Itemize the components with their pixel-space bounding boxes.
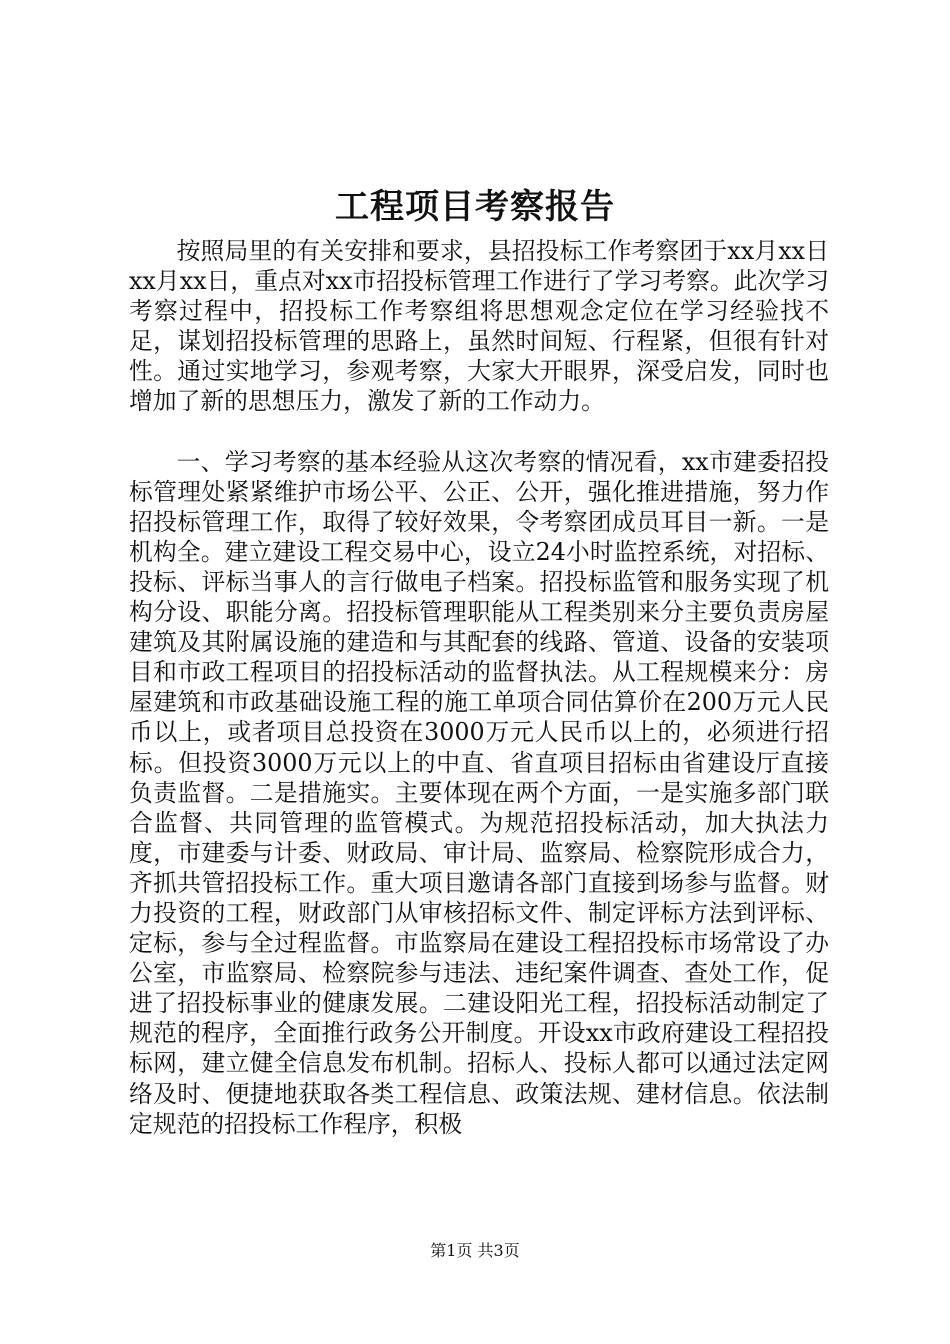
paragraph-section-one: 一、学习考察的基本经验从这次考察的情况看，xx市建委招投标管理处紧紧维护市场公平、公正、公开，强化推进措施，努力作招投标管理工作，取得了较好效果，令考察团成员耳目一新。一是机构全。建立建设工程交易中心，设立24小时监控系统，对招标、投标、评标当事人的言行做电子档案。招投标监管和服务实现了机构分设、职能分离。招投标管理职能从工程类别来分主要负责房屋建筑及其附属设施的建造和与其配套的线路、管道、设备的安装项目和市政工程项目的招投标活动的监督执法。从工程规模来分：房屋建筑和市政基础设施工程的施工单项合同估算价在200万元人民币以上，或者项目总投资在3000万元人民币以上的，必须进行招标。但投资3000万元以上的中直、省直项目招标由省建设厅直接负责监督。二是措施实。主要体现在两个方面，一是实施多部门联合监督、共同管理的监管模式。为规范招投标活动，加大执法力度，市建委与计委、财政局、审计局、监察局、检察院形成合力，齐抓共管招投标工作。重大项目邀请各部门直接到场参与监督。财力投资的工程，财政部门从审核招标文件、制定评标方法到评标、定标，参与全过程监督。市监察局在建设工程招投标市场常设了办公室，市监察局、检察院参与违法、违纪案件调查、查处工作，促进了招投标事业的健康发展。二建设阳光工程，招投标活动制定了规范的程序，全面推行政务公开制度。开设xx市政府建设工程招投标网，建立健全信息发布机制。招标人、投标人都可以通过法定网络及时、便捷地获取各类工程信息、政策法规、建材信息。依法制定规范的招投标工作程序，积极 bbox=[129, 447, 829, 1138]
paragraph-intro: 按照局里的有关安排和要求，县招投标工作考察团于xx月xx日xx月xx日，重点对xx市招投标管理工作进行了学习考察。此次学习考察过程中，招投标工作考察组将思想观念定位在学习经验找不足，谋划招投标管理的思路上，虽然时间短、行程紧，但很有针对性。通过实地学习，参观考察，大家大开眼界，深受启发，同时也增加了新的思想压力，激发了新的工作动力。 bbox=[129, 237, 829, 416]
page-footer: 第1页 共3页 bbox=[430, 1241, 520, 1260]
page-title: 工程项目考察报告 bbox=[335, 187, 615, 227]
paragraph-spacer bbox=[129, 417, 829, 447]
document-body bbox=[129, 236, 829, 1139]
